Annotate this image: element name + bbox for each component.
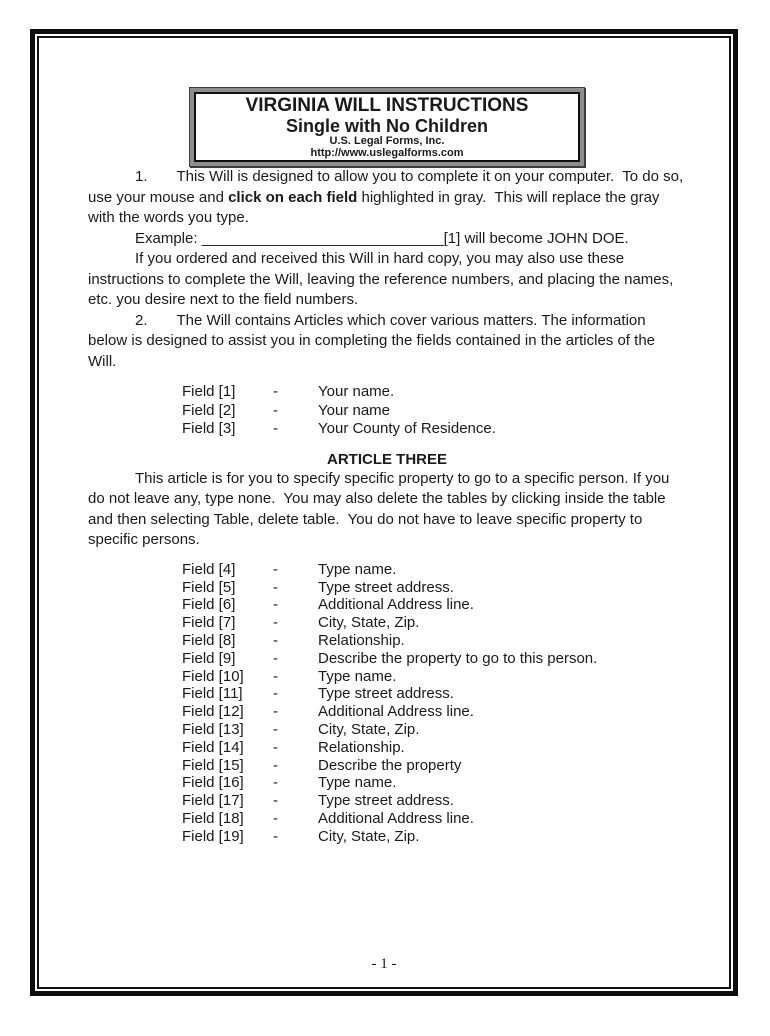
doc-title: VIRGINIA WILL INSTRUCTIONS (245, 95, 529, 116)
field-row (182, 828, 686, 846)
field-label: Field [5] (182, 578, 236, 596)
field-description: Type street address. (318, 578, 454, 596)
field-dash: - (273, 401, 278, 419)
field-label: Field [6] (182, 596, 236, 614)
field-description: City, State, Zip. (318, 720, 420, 738)
paragraph-2-text: The Will contains Articles which cover various matters. The information below is designed to assist you in completing the fields contained in the articles of the Will. (88, 311, 660, 370)
field-row (182, 561, 686, 579)
field-label: Field [19] (182, 827, 244, 845)
field-label: Field [3] (182, 420, 236, 438)
article-three-heading: ARTICLE THREE (327, 450, 447, 468)
field-dash: - (273, 614, 278, 632)
doc-company: U.S. Legal Forms, Inc. (329, 135, 445, 147)
page-content (39, 87, 729, 1036)
field-row (182, 383, 686, 402)
field-dash: - (273, 560, 278, 578)
field-dash: - (273, 756, 278, 774)
paragraph-1-text-post: highlighted in gray. This will replace the gray with the words you type. (88, 188, 664, 226)
example-line: Example: _____________________________[1] will become JOHN DOE. (135, 229, 629, 247)
field-dash: - (273, 809, 278, 827)
field-description: Describe the property (318, 756, 462, 774)
field-description: Type name. (318, 667, 397, 685)
field-label: Field [7] (182, 614, 236, 632)
field-label: Field [10] (182, 667, 244, 685)
field-dash: - (273, 720, 278, 738)
paragraph-1-number: 1. (135, 168, 148, 185)
field-dash: - (273, 596, 278, 614)
field-label: Field [2] (182, 401, 236, 419)
doc-url: http://www.uslegalforms.com (310, 146, 464, 159)
field-row (182, 420, 686, 439)
field-row (182, 703, 686, 721)
field-description: Type name. (318, 774, 397, 792)
field-dash: - (273, 578, 278, 596)
field-list-article (182, 561, 686, 846)
field-list-intro (182, 383, 686, 439)
field-row (182, 402, 686, 421)
field-description: City, State, Zip. (318, 614, 420, 632)
field-label: Field [8] (182, 631, 236, 649)
field-row (182, 739, 686, 757)
field-label: Field [15] (182, 756, 244, 774)
paragraph-article-three: This article is for you to specify specific property to go to a specific person. If you do not leave any, type none. You may also delete the tables by clicking inside the table and then selecting Table, delete table. You do not have to leave specific property to specific persons. (88, 469, 674, 549)
field-description: Additional Address line. (318, 596, 474, 614)
field-description: City, State, Zip. (318, 827, 420, 845)
field-description: Your County of Residence. (318, 420, 496, 438)
field-dash: - (273, 827, 278, 845)
field-row (182, 774, 686, 792)
field-dash: - (273, 649, 278, 667)
field-description: Type name. (318, 560, 397, 578)
field-label: Field [17] (182, 792, 244, 810)
field-description: Additional Address line. (318, 703, 474, 721)
header-box (189, 87, 585, 167)
field-row (182, 757, 686, 775)
paragraph-2-number: 2. (135, 311, 148, 329)
paragraph-2 (88, 311, 686, 373)
field-label: Field [12] (182, 703, 244, 721)
field-dash: - (273, 774, 278, 792)
field-dash: - (273, 685, 278, 703)
paragraph-1 (88, 167, 686, 229)
field-dash: - (273, 420, 278, 438)
field-label: Field [4] (182, 560, 236, 578)
field-description: Your name. (318, 383, 395, 400)
field-dash: - (273, 792, 278, 810)
field-description: Relationship. (318, 738, 405, 756)
field-row (182, 632, 686, 650)
field-row (182, 721, 686, 739)
field-dash: - (273, 738, 278, 756)
paragraph-1-text-bold: click on each field (228, 188, 358, 206)
field-row (182, 792, 686, 810)
field-label: Field [11] (182, 685, 243, 703)
field-description: Additional Address line. (318, 809, 474, 827)
field-description: Type street address. (318, 685, 454, 703)
field-description: Your name (318, 401, 390, 419)
field-label: Field [16] (182, 774, 244, 792)
page-number: - 1 - (371, 956, 397, 972)
field-label: Field [1] (182, 383, 236, 400)
field-row (182, 596, 686, 614)
field-row (182, 810, 686, 828)
field-description: Describe the property to go to this person. (318, 649, 598, 667)
header-box-inner (194, 92, 580, 162)
field-row (182, 650, 686, 668)
field-description: Relationship. (318, 631, 405, 649)
field-dash: - (273, 667, 278, 685)
field-label: Field [9] (182, 649, 236, 667)
field-row (182, 579, 686, 597)
field-row (182, 614, 686, 632)
paragraph-1-text-pre: This Will is designed to allow you to complete it on your computer. To do so, use your mouse and (88, 168, 688, 206)
paragraph-hardcopy: If you ordered and received this Will in hard copy, you may also use these instructions to complete the Will, leaving the reference numbers, and placing the names, etc. you desire next to the field numbers. (88, 250, 678, 308)
field-label: Field [14] (182, 738, 244, 756)
field-description: Type street address. (318, 792, 454, 810)
field-dash: - (273, 631, 278, 649)
document-page (30, 29, 738, 996)
doc-subtitle: Single with No Children (286, 116, 488, 136)
page-inner-border (37, 36, 731, 989)
field-row (182, 668, 686, 686)
field-row (182, 685, 686, 703)
field-label: Field [18] (182, 809, 244, 827)
field-label: Field [13] (182, 720, 244, 738)
field-dash: - (273, 383, 278, 400)
field-dash: - (273, 703, 278, 721)
